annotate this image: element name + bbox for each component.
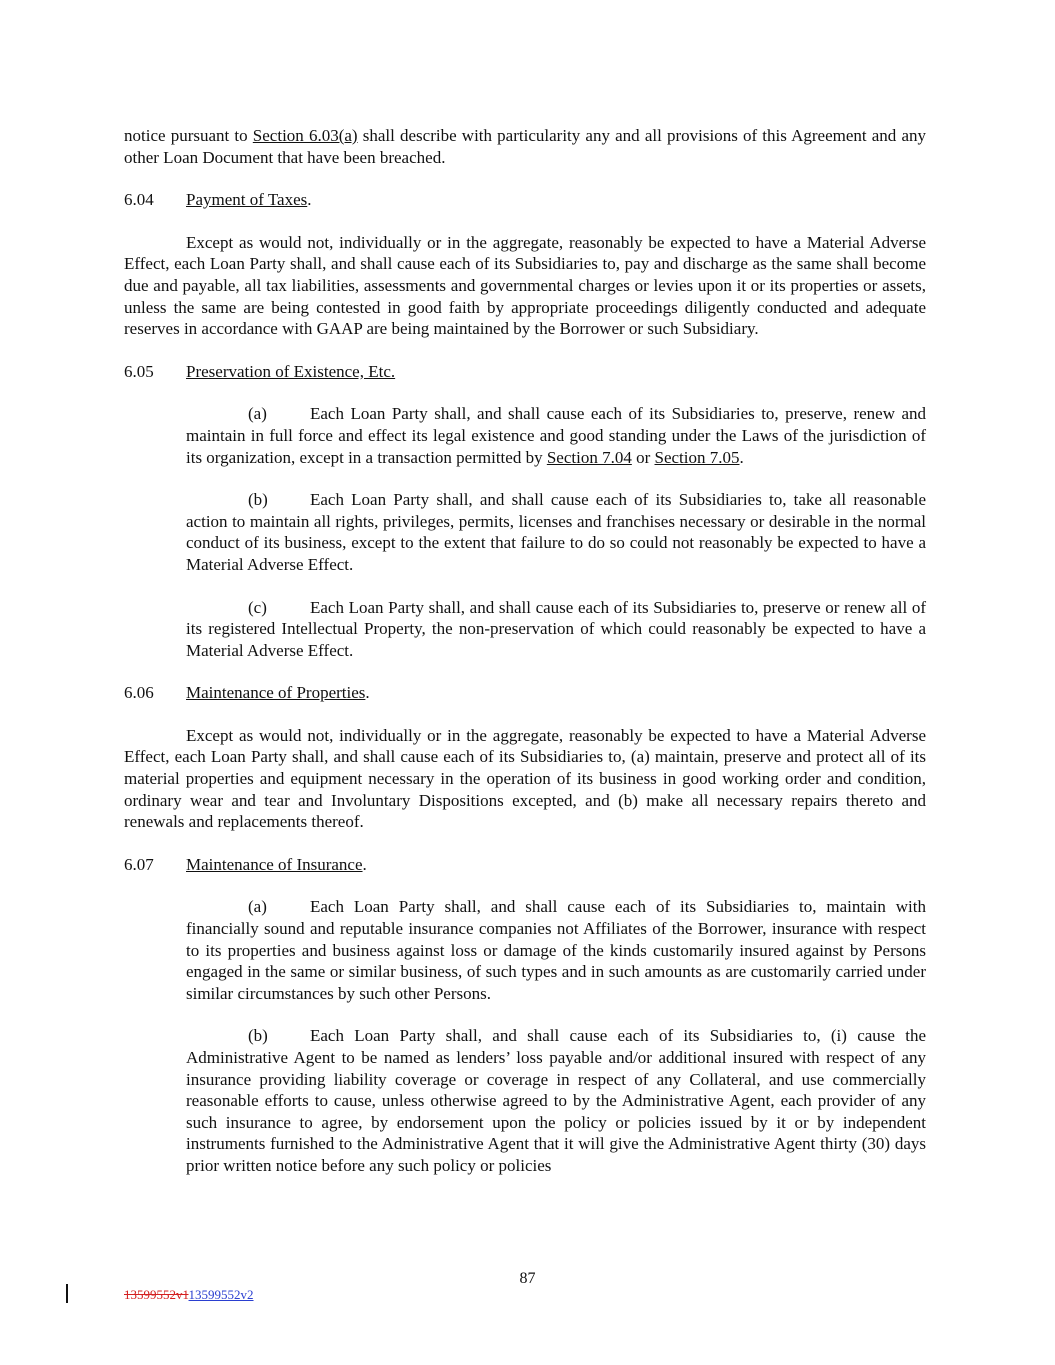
section-heading-6-05	[124, 361, 926, 383]
document-page	[124, 125, 926, 1198]
page-number: 87	[519, 1270, 536, 1287]
subsection-6-07-a: (a) Each Loan Party shall, and shall cause each of its Subsidiaries to, maintain with financially sound and reputable insurance companies not Affiliates of the Borrower, insurance with respect to its properties and business against loss or damage of the kinds customarily insured against by Persons engaged in the same or similar business, of such types and in such amounts as are customarily carried under similar circumstances by such other Persons.	[186, 897, 926, 1003]
section-number: 6.05	[124, 361, 154, 381]
section-title: Preservation of Existence, Etc.	[186, 361, 396, 381]
section-number: 6.06	[124, 683, 154, 703]
section-number: 6.04	[124, 190, 154, 210]
section-title: Maintenance of Insurance	[186, 854, 363, 874]
subsection-6-05-b: (b) Each Loan Party shall, and shall cause each of its Subsidiaries to, take all reasonable action to maintain all rights, privileges, permits, licenses and franchises necessary or desirable in the normal conduct of its business, except to the extent that failure to do so could not reasonably be expected to have a Material Adverse Effect.	[186, 490, 926, 574]
continuation-paragraph: notice pursuant to Section 6.03(a) shall describe with particularity any and all provisions of this Agreement and any other Loan Document that have been breached.	[124, 126, 927, 167]
subsection-label: (a)	[248, 897, 267, 917]
document-id-inserted: 13599552v2	[188, 1287, 254, 1302]
section-title: Payment of Taxes	[186, 190, 308, 210]
revision-bar	[66, 1284, 68, 1303]
section-heading-6-06: 6.06 Maintenance of Properties.	[124, 683, 370, 703]
section-body-6-04: Except as would not, individually or in the aggregate, reasonably be expected to have a Material Adverse Effect, each Loan Party shall, and shall cause each of its Subsidiaries to, pay and discharge as the same shall become due and payable, all tax liabilities, assessments and governmental charges or levies upon it or its properties or assets, unless the same are being contested in good faith by appropriate proceedings diligently conducted and adequate reserves in accordance with GAAP are being maintained by the Borrower or such Subsidiary.	[124, 232, 926, 339]
subsection-label: (b)	[248, 490, 268, 510]
subsection-6-07-b: (b) Each Loan Party shall, and shall cause each of its Subsidiaries to, (i) cause the Administrative Agent to be named as lenders’ loss payable and/or additional insured with respect of any insurance providing liability coverage or coverage in respect of any Collateral, and use commercially reasonable efforts to cause, unless otherwise agreed to by the Administrative Agent, each provider of any such insurance to agree, by endorsement upon the policy or policies issued by it or by independent instruments furnished to the Administrative Agent that it will give the Administrative Agent thirty (30) days prior written notice before any such policy or policies	[186, 1026, 926, 1175]
section-reference: Section 6.03(a)	[252, 126, 358, 145]
subsection-6-05-a: (a) Each Loan Party shall, and shall cause each of its Subsidiaries to, preserve, renew and maintain in full force and effect its legal existence and good standing under the Laws of the jurisdiction of its organization, except in a transaction permitted by Section 7.04 or Section 7.05.	[186, 404, 926, 467]
document-id-deleted: 13599552v1	[124, 1287, 189, 1302]
section-reference: Section 7.05	[654, 447, 740, 467]
section-reference: Section 7.04	[546, 447, 632, 467]
section-title: Maintenance of Properties	[186, 683, 366, 703]
section-heading-6-07: 6.07 Maintenance of Insurance.	[124, 854, 367, 874]
subsection-label: (c)	[248, 597, 267, 617]
section-body-6-06: Except as would not, individually or in the aggregate, reasonably be expected to have a Material Adverse Effect, each Loan Party shall, and shall cause each of its Subsidiaries to, (a) maintain, preserve and protect all of its material properties and equipment necessary in the operation of its business in good working order and condition, ordinary wear and tear and Involuntary Dispositions excepted, and (b) make all necessary repairs thereto and renewals and replacements thereof.	[124, 725, 926, 832]
subsection-6-05-c: (c) Each Loan Party shall, and shall cause each of its Subsidiaries to, preserve or renew all of its registered Intellectual Property, the non-preservation of which could reasonably be expected to have a Material Adverse Effect.	[186, 597, 926, 660]
document-id	[124, 1287, 254, 1303]
section-number: 6.07	[124, 854, 154, 874]
section-heading-6-04: 6.04 Payment of Taxes.	[124, 190, 312, 210]
subsection-label: (a)	[248, 404, 267, 424]
subsection-label: (b)	[248, 1026, 268, 1046]
